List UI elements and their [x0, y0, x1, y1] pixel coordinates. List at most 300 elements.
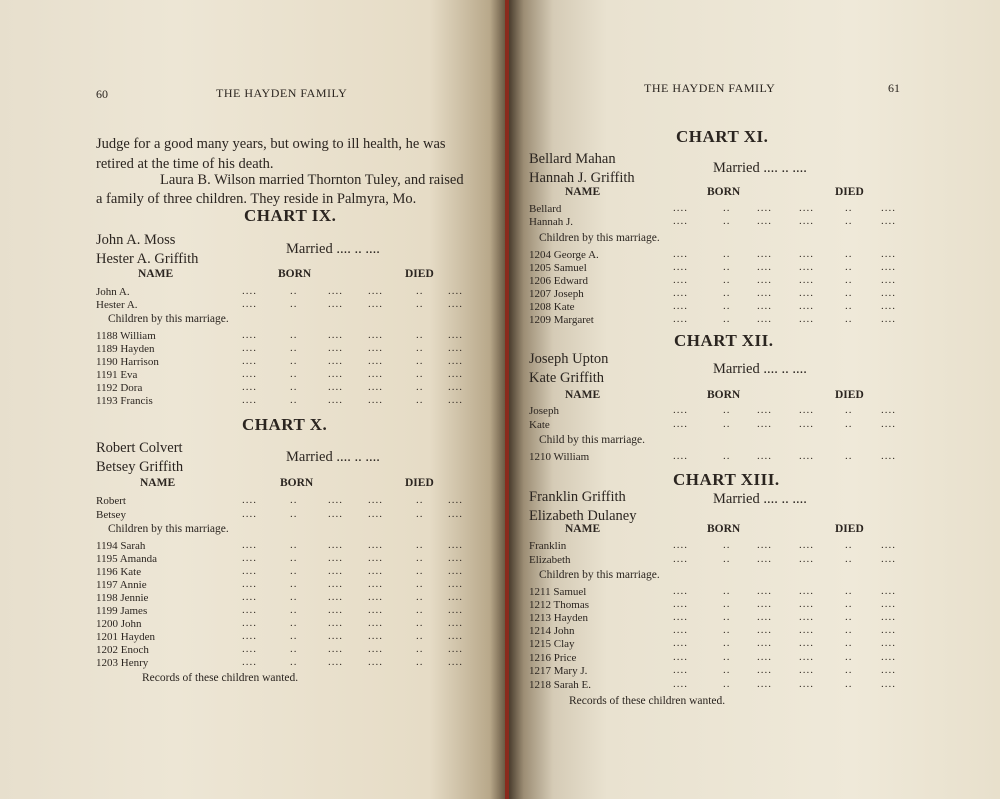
date-placeholder-dots: ....: [881, 418, 896, 430]
child-row: 1202 Enoch: [96, 644, 149, 656]
date-placeholder-dots: ..: [845, 274, 853, 286]
date-placeholder-dots: ..: [290, 298, 298, 310]
date-placeholder-dots: ..: [290, 394, 298, 406]
date-placeholder-dots: ....: [881, 300, 896, 312]
date-placeholder-dots: ....: [242, 368, 257, 380]
date-placeholder-dots: ....: [368, 508, 383, 520]
date-placeholder-dots: ....: [757, 450, 772, 462]
date-placeholder-dots: ....: [799, 539, 814, 551]
wife-name: Kate Griffith: [529, 370, 605, 386]
date-placeholder-dots: ....: [328, 285, 343, 297]
column-born: BORN: [707, 186, 741, 198]
date-placeholder-dots: ....: [799, 261, 814, 273]
date-placeholder-dots: ....: [328, 552, 343, 564]
date-placeholder-dots: ..: [290, 355, 298, 367]
date-placeholder-dots: ....: [242, 342, 257, 354]
wife-name: Hannah J. Griffith: [529, 170, 635, 186]
date-placeholder-dots: ....: [328, 342, 343, 354]
date-placeholder-dots: ..: [845, 450, 853, 462]
date-placeholder-dots: ....: [328, 355, 343, 367]
date-placeholder-dots: ..: [723, 539, 731, 551]
date-placeholder-dots: ..: [723, 450, 731, 462]
date-placeholder-dots: ....: [328, 508, 343, 520]
chart-title: CHART IX.: [244, 206, 337, 225]
date-placeholder-dots: ..: [723, 598, 731, 610]
date-placeholder-dots: ..: [290, 604, 298, 616]
date-placeholder-dots: ..: [290, 508, 298, 520]
child-row: 1191 Eva: [96, 369, 138, 381]
date-placeholder-dots: ....: [448, 539, 463, 551]
date-placeholder-dots: ....: [799, 287, 814, 299]
date-placeholder-dots: ....: [448, 355, 463, 367]
date-placeholder-dots: ....: [799, 300, 814, 312]
child-row: 1190 Harrison: [96, 356, 159, 368]
child-row: 1197 Annie: [96, 579, 147, 591]
date-placeholder-dots: ....: [673, 404, 688, 416]
column-born: BORN: [280, 477, 314, 489]
column-died: DIED: [835, 186, 864, 198]
date-placeholder-dots: ....: [242, 656, 257, 668]
date-placeholder-dots: ..: [723, 300, 731, 312]
date-placeholder-dots: ....: [673, 598, 688, 610]
date-placeholder-dots: ....: [881, 624, 896, 636]
date-placeholder-dots: ....: [757, 664, 772, 676]
date-placeholder-dots: ....: [448, 368, 463, 380]
date-placeholder-dots: ..: [845, 261, 853, 273]
date-placeholder-dots: ....: [799, 313, 814, 325]
date-placeholder-dots: ....: [242, 329, 257, 341]
date-placeholder-dots: ..: [845, 202, 853, 214]
date-placeholder-dots: ..: [723, 404, 731, 416]
married-line: Married .... .. ....: [713, 160, 807, 176]
husband-name: Bellard Mahan: [529, 151, 616, 167]
child-row: 1218 Sarah E.: [529, 679, 592, 691]
date-placeholder-dots: ..: [845, 598, 853, 610]
date-placeholder-dots: ....: [757, 404, 772, 416]
date-placeholder-dots: ....: [673, 651, 688, 663]
date-placeholder-dots: ....: [799, 585, 814, 597]
child-row: 1200 John: [96, 618, 142, 630]
date-placeholder-dots: ....: [448, 298, 463, 310]
date-placeholder-dots: ..: [845, 404, 853, 416]
date-placeholder-dots: ....: [881, 651, 896, 663]
date-placeholder-dots: ..: [723, 664, 731, 676]
chart-title: CHART XIII.: [673, 470, 780, 489]
date-placeholder-dots: ..: [845, 287, 853, 299]
date-placeholder-dots: ....: [242, 539, 257, 551]
date-placeholder-dots: ....: [673, 637, 688, 649]
date-placeholder-dots: ....: [881, 287, 896, 299]
date-placeholder-dots: ....: [368, 342, 383, 354]
date-placeholder-dots: ..: [723, 637, 731, 649]
date-placeholder-dots: ....: [328, 578, 343, 590]
date-placeholder-dots: ....: [881, 585, 896, 597]
date-placeholder-dots: ....: [448, 394, 463, 406]
children-label: Children by this marriage.: [539, 569, 660, 581]
date-placeholder-dots: ....: [448, 630, 463, 642]
date-placeholder-dots: ....: [757, 539, 772, 551]
date-placeholder-dots: ..: [845, 248, 853, 260]
date-placeholder-dots: ....: [328, 394, 343, 406]
date-placeholder-dots: ..: [723, 274, 731, 286]
wife-name: Betsey Griffith: [96, 459, 184, 475]
date-placeholder-dots: ....: [673, 611, 688, 623]
date-placeholder-dots: ....: [448, 565, 463, 577]
running-head: THE HAYDEN FAMILY: [216, 86, 348, 100]
husband-name: Joseph Upton: [529, 351, 609, 367]
date-placeholder-dots: ....: [368, 494, 383, 506]
date-placeholder-dots: ....: [368, 381, 383, 393]
date-placeholder-dots: ..: [416, 329, 424, 341]
date-placeholder-dots: ....: [368, 552, 383, 564]
child-row: 1204 George A.: [529, 249, 599, 261]
date-placeholder-dots: ..: [845, 637, 853, 649]
column-name: NAME: [138, 268, 174, 280]
date-placeholder-dots: ....: [368, 591, 383, 603]
records-note: Records of these children wanted.: [142, 672, 299, 684]
date-placeholder-dots: ....: [242, 578, 257, 590]
child-row: 1208 Kate: [529, 301, 575, 313]
date-placeholder-dots: ....: [799, 418, 814, 430]
date-placeholder-dots: ..: [290, 565, 298, 577]
column-died: DIED: [405, 477, 434, 489]
date-placeholder-dots: ....: [881, 678, 896, 690]
date-placeholder-dots: ....: [368, 578, 383, 590]
date-placeholder-dots: ..: [416, 617, 424, 629]
date-placeholder-dots: ....: [757, 553, 772, 565]
date-placeholder-dots: ..: [290, 381, 298, 393]
date-placeholder-dots: ....: [799, 553, 814, 565]
date-placeholder-dots: ....: [448, 494, 463, 506]
date-placeholder-dots: ..: [290, 578, 298, 590]
date-placeholder-dots: ..: [723, 287, 731, 299]
parent-row: Kate: [529, 419, 550, 431]
date-placeholder-dots: ..: [416, 508, 424, 520]
date-placeholder-dots: ....: [757, 248, 772, 260]
date-placeholder-dots: ....: [799, 450, 814, 462]
date-placeholder-dots: ..: [723, 585, 731, 597]
date-placeholder-dots: ....: [328, 565, 343, 577]
date-placeholder-dots: ..: [416, 630, 424, 642]
date-placeholder-dots: ..: [290, 285, 298, 297]
child-row: 1206 Edward: [529, 275, 588, 287]
date-placeholder-dots: ....: [757, 300, 772, 312]
date-placeholder-dots: ..: [723, 553, 731, 565]
date-placeholder-dots: ....: [368, 539, 383, 551]
date-placeholder-dots: ....: [881, 248, 896, 260]
date-placeholder-dots: ..: [416, 643, 424, 655]
child-row: 1199 James: [96, 605, 148, 617]
date-placeholder-dots: ..: [845, 553, 853, 565]
date-placeholder-dots: ....: [328, 643, 343, 655]
date-placeholder-dots: ....: [448, 552, 463, 564]
date-placeholder-dots: ....: [799, 664, 814, 676]
column-died: DIED: [405, 268, 434, 280]
parent-row: Franklin: [529, 540, 567, 552]
child-row: 1198 Jennie: [96, 592, 149, 604]
date-placeholder-dots: ..: [416, 342, 424, 354]
date-placeholder-dots: ..: [416, 381, 424, 393]
date-placeholder-dots: ....: [242, 552, 257, 564]
date-placeholder-dots: ....: [242, 381, 257, 393]
child-row: 1215 Clay: [529, 638, 575, 650]
column-died: DIED: [835, 389, 864, 401]
date-placeholder-dots: ..: [290, 329, 298, 341]
child-row: 1213 Hayden: [529, 612, 588, 624]
date-placeholder-dots: ..: [723, 313, 731, 325]
date-placeholder-dots: ....: [881, 553, 896, 565]
parent-row: Betsey: [96, 509, 126, 521]
date-placeholder-dots: ....: [673, 215, 688, 227]
date-placeholder-dots: ....: [757, 624, 772, 636]
child-row: 1216 Price: [529, 652, 577, 664]
date-placeholder-dots: ..: [723, 651, 731, 663]
child-row: 1203 Henry: [96, 657, 149, 669]
date-placeholder-dots: ..: [845, 624, 853, 636]
chart-title: CHART XI.: [676, 127, 769, 146]
paragraph-line: Judge for a good many years, but owing to ill health, he was: [96, 136, 446, 152]
child-row: 1211 Samuel: [529, 586, 587, 598]
date-placeholder-dots: ..: [290, 368, 298, 380]
date-placeholder-dots: ..: [290, 342, 298, 354]
date-placeholder-dots: ....: [368, 656, 383, 668]
date-placeholder-dots: ....: [242, 394, 257, 406]
date-placeholder-dots: ....: [328, 329, 343, 341]
date-placeholder-dots: ....: [799, 624, 814, 636]
date-placeholder-dots: ....: [328, 539, 343, 551]
date-placeholder-dots: ....: [757, 202, 772, 214]
date-placeholder-dots: ....: [448, 285, 463, 297]
date-placeholder-dots: ....: [328, 591, 343, 603]
date-placeholder-dots: ..: [845, 300, 853, 312]
column-born: BORN: [278, 268, 312, 280]
date-placeholder-dots: ..: [723, 624, 731, 636]
date-placeholder-dots: ..: [845, 651, 853, 663]
column-name: NAME: [140, 477, 176, 489]
date-placeholder-dots: ....: [242, 355, 257, 367]
children-label: Children by this marriage.: [539, 232, 660, 244]
date-placeholder-dots: ....: [328, 494, 343, 506]
date-placeholder-dots: ....: [368, 565, 383, 577]
date-placeholder-dots: ....: [328, 604, 343, 616]
date-placeholder-dots: ....: [328, 298, 343, 310]
date-placeholder-dots: ..: [290, 494, 298, 506]
married-line: Married .... .. ....: [286, 241, 380, 257]
column-name: NAME: [565, 389, 601, 401]
child-row: 1207 Joseph: [529, 288, 584, 300]
date-placeholder-dots: ....: [757, 274, 772, 286]
date-placeholder-dots: ..: [416, 394, 424, 406]
date-placeholder-dots: ....: [368, 617, 383, 629]
child-row: 1194 Sarah: [96, 540, 146, 552]
date-placeholder-dots: ..: [416, 552, 424, 564]
date-placeholder-dots: ....: [757, 287, 772, 299]
date-placeholder-dots: ....: [448, 381, 463, 393]
date-placeholder-dots: ....: [757, 585, 772, 597]
date-placeholder-dots: ..: [290, 539, 298, 551]
chart-title: CHART X.: [242, 415, 328, 434]
child-row: 1201 Hayden: [96, 631, 155, 643]
date-placeholder-dots: ....: [368, 604, 383, 616]
page-number: 61: [888, 81, 900, 95]
date-placeholder-dots: ....: [448, 329, 463, 341]
child-row: 1209 Margaret: [529, 314, 594, 326]
date-placeholder-dots: ....: [673, 553, 688, 565]
child-row: 1193 Francis: [96, 395, 153, 407]
date-placeholder-dots: ..: [845, 313, 853, 325]
date-placeholder-dots: ..: [416, 565, 424, 577]
date-placeholder-dots: ....: [242, 643, 257, 655]
date-placeholder-dots: ....: [881, 664, 896, 676]
date-placeholder-dots: ....: [799, 248, 814, 260]
right-page: [509, 0, 1000, 799]
date-placeholder-dots: ..: [290, 643, 298, 655]
parent-row: John A.: [96, 286, 130, 298]
date-placeholder-dots: ....: [242, 508, 257, 520]
date-placeholder-dots: ..: [416, 494, 424, 506]
date-placeholder-dots: ....: [448, 578, 463, 590]
date-placeholder-dots: ....: [448, 591, 463, 603]
date-placeholder-dots: ....: [881, 313, 896, 325]
date-placeholder-dots: ..: [723, 678, 731, 690]
parent-row: Joseph: [529, 405, 559, 417]
date-placeholder-dots: ....: [673, 678, 688, 690]
date-placeholder-dots: ....: [881, 261, 896, 273]
date-placeholder-dots: ....: [673, 539, 688, 551]
date-placeholder-dots: ..: [845, 539, 853, 551]
parent-row: Robert: [96, 495, 126, 507]
date-placeholder-dots: ..: [290, 630, 298, 642]
date-placeholder-dots: ....: [673, 300, 688, 312]
date-placeholder-dots: ....: [799, 598, 814, 610]
date-placeholder-dots: ....: [328, 630, 343, 642]
date-placeholder-dots: ..: [723, 215, 731, 227]
date-placeholder-dots: ....: [757, 598, 772, 610]
date-placeholder-dots: ....: [799, 202, 814, 214]
child-row: 1210 William: [529, 451, 590, 463]
husband-name: Franklin Griffith: [529, 489, 626, 505]
date-placeholder-dots: ....: [368, 394, 383, 406]
child-row: 1214 John: [529, 625, 575, 637]
child-row: 1212 Thomas: [529, 599, 589, 611]
date-placeholder-dots: ..: [845, 215, 853, 227]
parent-row: Hester A.: [96, 299, 138, 311]
child-row: 1188 William: [96, 330, 156, 342]
date-placeholder-dots: ....: [448, 604, 463, 616]
date-placeholder-dots: ....: [881, 611, 896, 623]
column-name: NAME: [565, 186, 601, 198]
child-row: 1217 Mary J.: [529, 665, 588, 677]
parent-row: Hannah J.: [529, 216, 573, 228]
running-head: THE HAYDEN FAMILY: [644, 81, 776, 95]
date-placeholder-dots: ....: [328, 617, 343, 629]
date-placeholder-dots: ..: [416, 604, 424, 616]
date-placeholder-dots: ....: [881, 274, 896, 286]
married-line: Married .... .. ....: [713, 491, 807, 507]
date-placeholder-dots: ....: [368, 368, 383, 380]
children-label: Children by this marriage.: [108, 313, 229, 325]
date-placeholder-dots: ....: [328, 656, 343, 668]
wife-name: Hester A. Griffith: [96, 251, 199, 267]
date-placeholder-dots: ....: [881, 450, 896, 462]
date-placeholder-dots: ....: [368, 298, 383, 310]
children-label: Children by this marriage.: [108, 523, 229, 535]
date-placeholder-dots: ....: [881, 202, 896, 214]
paragraph-line: retired at the time of his death.: [96, 156, 274, 172]
date-placeholder-dots: ....: [448, 342, 463, 354]
date-placeholder-dots: ..: [723, 611, 731, 623]
date-placeholder-dots: ..: [416, 591, 424, 603]
parent-row: Bellard: [529, 203, 562, 215]
date-placeholder-dots: ....: [673, 585, 688, 597]
married-line: Married .... .. ....: [713, 361, 807, 377]
date-placeholder-dots: ....: [673, 664, 688, 676]
date-placeholder-dots: ..: [416, 539, 424, 551]
records-note: Records of these children wanted.: [569, 695, 726, 707]
child-row: 1189 Hayden: [96, 343, 155, 355]
date-placeholder-dots: ....: [799, 651, 814, 663]
date-placeholder-dots: ..: [290, 656, 298, 668]
child-row: 1205 Samuel: [529, 262, 587, 274]
date-placeholder-dots: ....: [368, 329, 383, 341]
date-placeholder-dots: ....: [799, 611, 814, 623]
date-placeholder-dots: ....: [757, 313, 772, 325]
date-placeholder-dots: ..: [723, 248, 731, 260]
date-placeholder-dots: ..: [416, 355, 424, 367]
page-number: 60: [96, 87, 108, 101]
parent-row: Elizabeth: [529, 554, 571, 566]
date-placeholder-dots: ....: [673, 261, 688, 273]
date-placeholder-dots: ....: [881, 637, 896, 649]
date-placeholder-dots: ....: [328, 368, 343, 380]
date-placeholder-dots: ....: [673, 248, 688, 260]
date-placeholder-dots: ....: [881, 215, 896, 227]
date-placeholder-dots: ....: [757, 678, 772, 690]
child-row: 1195 Amanda: [96, 553, 157, 565]
date-placeholder-dots: ....: [673, 202, 688, 214]
married-line: Married .... .. ....: [286, 449, 380, 465]
date-placeholder-dots: ....: [799, 678, 814, 690]
date-placeholder-dots: ....: [368, 630, 383, 642]
date-placeholder-dots: ..: [416, 285, 424, 297]
date-placeholder-dots: ....: [242, 591, 257, 603]
date-placeholder-dots: ....: [242, 604, 257, 616]
date-placeholder-dots: ....: [673, 287, 688, 299]
date-placeholder-dots: ....: [328, 381, 343, 393]
date-placeholder-dots: ..: [290, 591, 298, 603]
column-died: DIED: [835, 523, 864, 535]
date-placeholder-dots: ....: [368, 643, 383, 655]
date-placeholder-dots: ....: [757, 637, 772, 649]
date-placeholder-dots: ....: [881, 539, 896, 551]
date-placeholder-dots: ....: [673, 624, 688, 636]
date-placeholder-dots: ..: [290, 552, 298, 564]
date-placeholder-dots: ....: [242, 494, 257, 506]
date-placeholder-dots: ....: [448, 656, 463, 668]
date-placeholder-dots: ..: [723, 261, 731, 273]
children-label: Child by this marriage.: [539, 434, 646, 446]
date-placeholder-dots: ....: [757, 418, 772, 430]
date-placeholder-dots: ....: [881, 404, 896, 416]
date-placeholder-dots: ....: [242, 630, 257, 642]
date-placeholder-dots: ..: [723, 418, 731, 430]
date-placeholder-dots: ..: [723, 202, 731, 214]
date-placeholder-dots: ....: [448, 508, 463, 520]
date-placeholder-dots: ....: [673, 313, 688, 325]
chart-title: CHART XII.: [674, 331, 774, 350]
child-row: 1196 Kate: [96, 566, 142, 578]
column-name: NAME: [565, 523, 601, 535]
